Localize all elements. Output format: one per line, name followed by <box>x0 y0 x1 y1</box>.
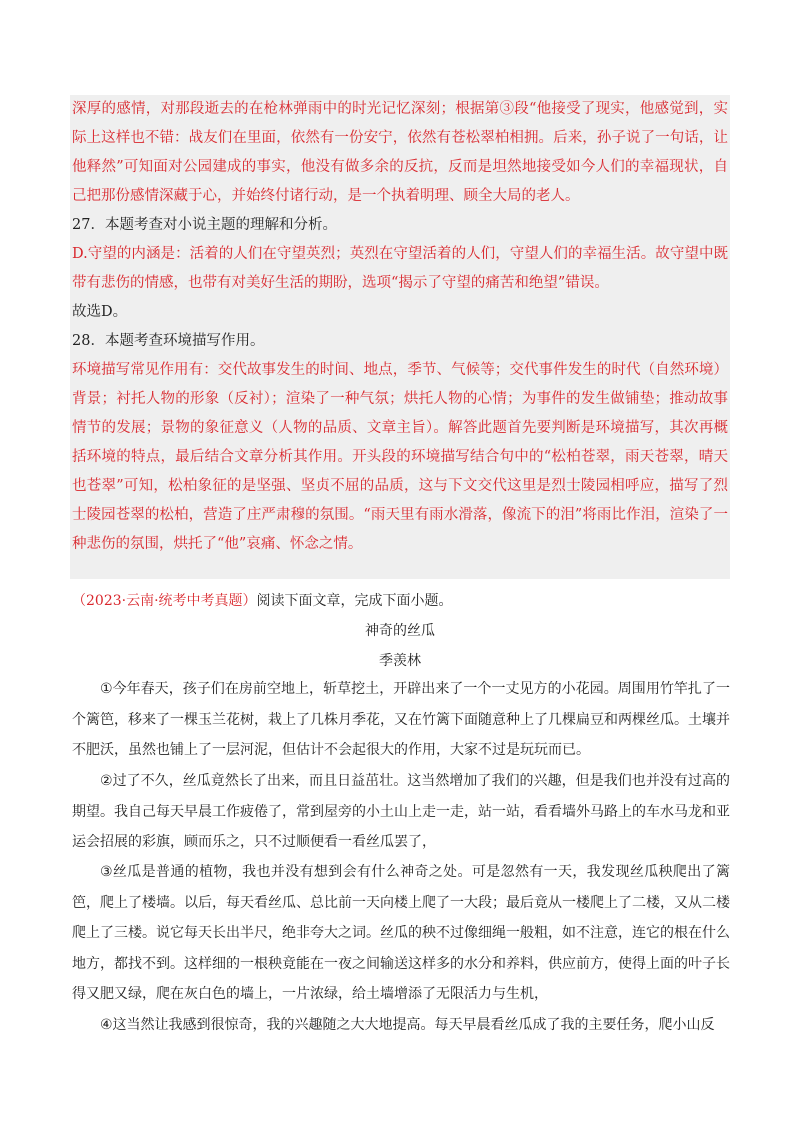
answer-26-continuation: 深厚的感情，对那段逝去的在枪林弹雨中的时光记忆深刻；根据第③段“他接受了现实，他感觉到，实际上这样也不错：战友们在里面，依然有一份安宁，依然有苍松翠柏相拥。后来，孙子说了一句话，让他释然”可知面对公园建成的事实，他没有做多余的反抗，反而是坦然地接受如今人们的幸福现状，自己把那份感情深藏于心，并始终付诸行动，是一个执着明理、顾全大局的老人。 <box>72 101 728 204</box>
article-paragraph-1: ①今年春天，孩子们在房前空地上，斩草挖土，开辟出来了一个一丈见方的小花园。周围用竹竿扎了一个篱笆，移来了一棵玉兰花树，栽上了几株月季花，又在竹篱下面随意种上了几棵扁豆和两棵丝瓜。土壤并不肥沃，虽然也铺上了一层河泥，但估计不会起很大的作用，大家不过是玩玩而已。 <box>72 681 730 758</box>
question-27-answer: 故选D。 <box>72 304 128 320</box>
question-27-analysis: D.守望的内涵是：活着的人们在守望英烈；英烈在守望活着的人们，守望人们的幸福生活。故守望中既带有悲伤的情感，也带有对美好生活的期盼，选项“揭示了守望的痛苦和绝望”错误。 <box>72 246 728 291</box>
article-paragraph-2: ②过了不久，丝瓜竟然长了出来，而且日益茁壮。这当然增加了我们的兴趣，但是我们也并没有过高的期望。我自己每天早晨工作疲倦了，常到屋旁的小土山上走一走，站一站，看看墙外马路上的车水马龙和亚运会招展的彩旗，顾而乐之，只不过顺便看一看丝瓜罢了， <box>72 773 730 850</box>
question-28-heading: 28．本题考查环境描写作用。 <box>72 333 265 349</box>
question-28-analysis: 环境描写常见作用有：交代故事发生的时间、地点，季节、气候等；交代事件发生的时代（自然环境）背景；衬托人物的形象（反衬）；渲染了一种气氛；烘托人物的心情；为事件的发生做铺垫；推动故事情节的发展；景物的象征意义（人物的品质、文章主旨）。解答此题首先要判断是环境描写，其次再概括环境的特点，最后结合文章分析其作用。开头段的环境描写结合句中的“松柏苍翠，雨天苍翠，晴天也苍翠”可知，松柏象征的是坚强、坚贞不屈的品质，这与下文交代这里是烈士陵园相呼应，描写了烈士陵园苍翠的松柏，营造了庄严肃穆的氛围。“雨天里有雨水滑落，像流下的泪”将雨比作泪，渲染了一种悲伤的氛围，烘托了“他”哀痛、怀念之情。 <box>72 362 728 552</box>
reading-instruction: 阅读下面文章，完成下面小题。 <box>256 593 453 609</box>
exam-source-tag: （2023·云南·统考中考真题） <box>72 593 257 609</box>
question-27-heading: 27．本题考查对小说主题的理解和分析。 <box>72 217 337 233</box>
article-title: 神奇的丝瓜 <box>365 623 435 639</box>
exam-source-line <box>72 589 453 613</box>
article-paragraph-3: ③丝瓜是普通的植物，我也并没有想到会有什么神奇之处。可是忽然有一天，我发现丝瓜秧爬出了篱笆，爬上了楼墙。以后，每天看丝瓜、总比前一天向楼上爬了一大段；最后竟从一楼爬上了二楼，又从二楼爬上了三楼。说它每天长出半尺，绝非夸大之词。丝瓜的秧不过像细绳一般粗，如不注意，连它的根在什么地方，都找不到。这样细的一根秧竟能在一夜之间输送这样多的水分和养料，供应前方，使得上面的叶子长得又肥又绿，爬在灰白色的墙上，一片浓绿，给土墙增添了无限活力与生机， <box>72 864 730 1002</box>
article-paragraph-4: ④这当然让我感到很惊奇，我的兴趣随之大大地提高。每天早晨看丝瓜成了我的主要任务，爬小山反 <box>100 1017 715 1033</box>
article-author: 季羡林 <box>379 653 421 669</box>
